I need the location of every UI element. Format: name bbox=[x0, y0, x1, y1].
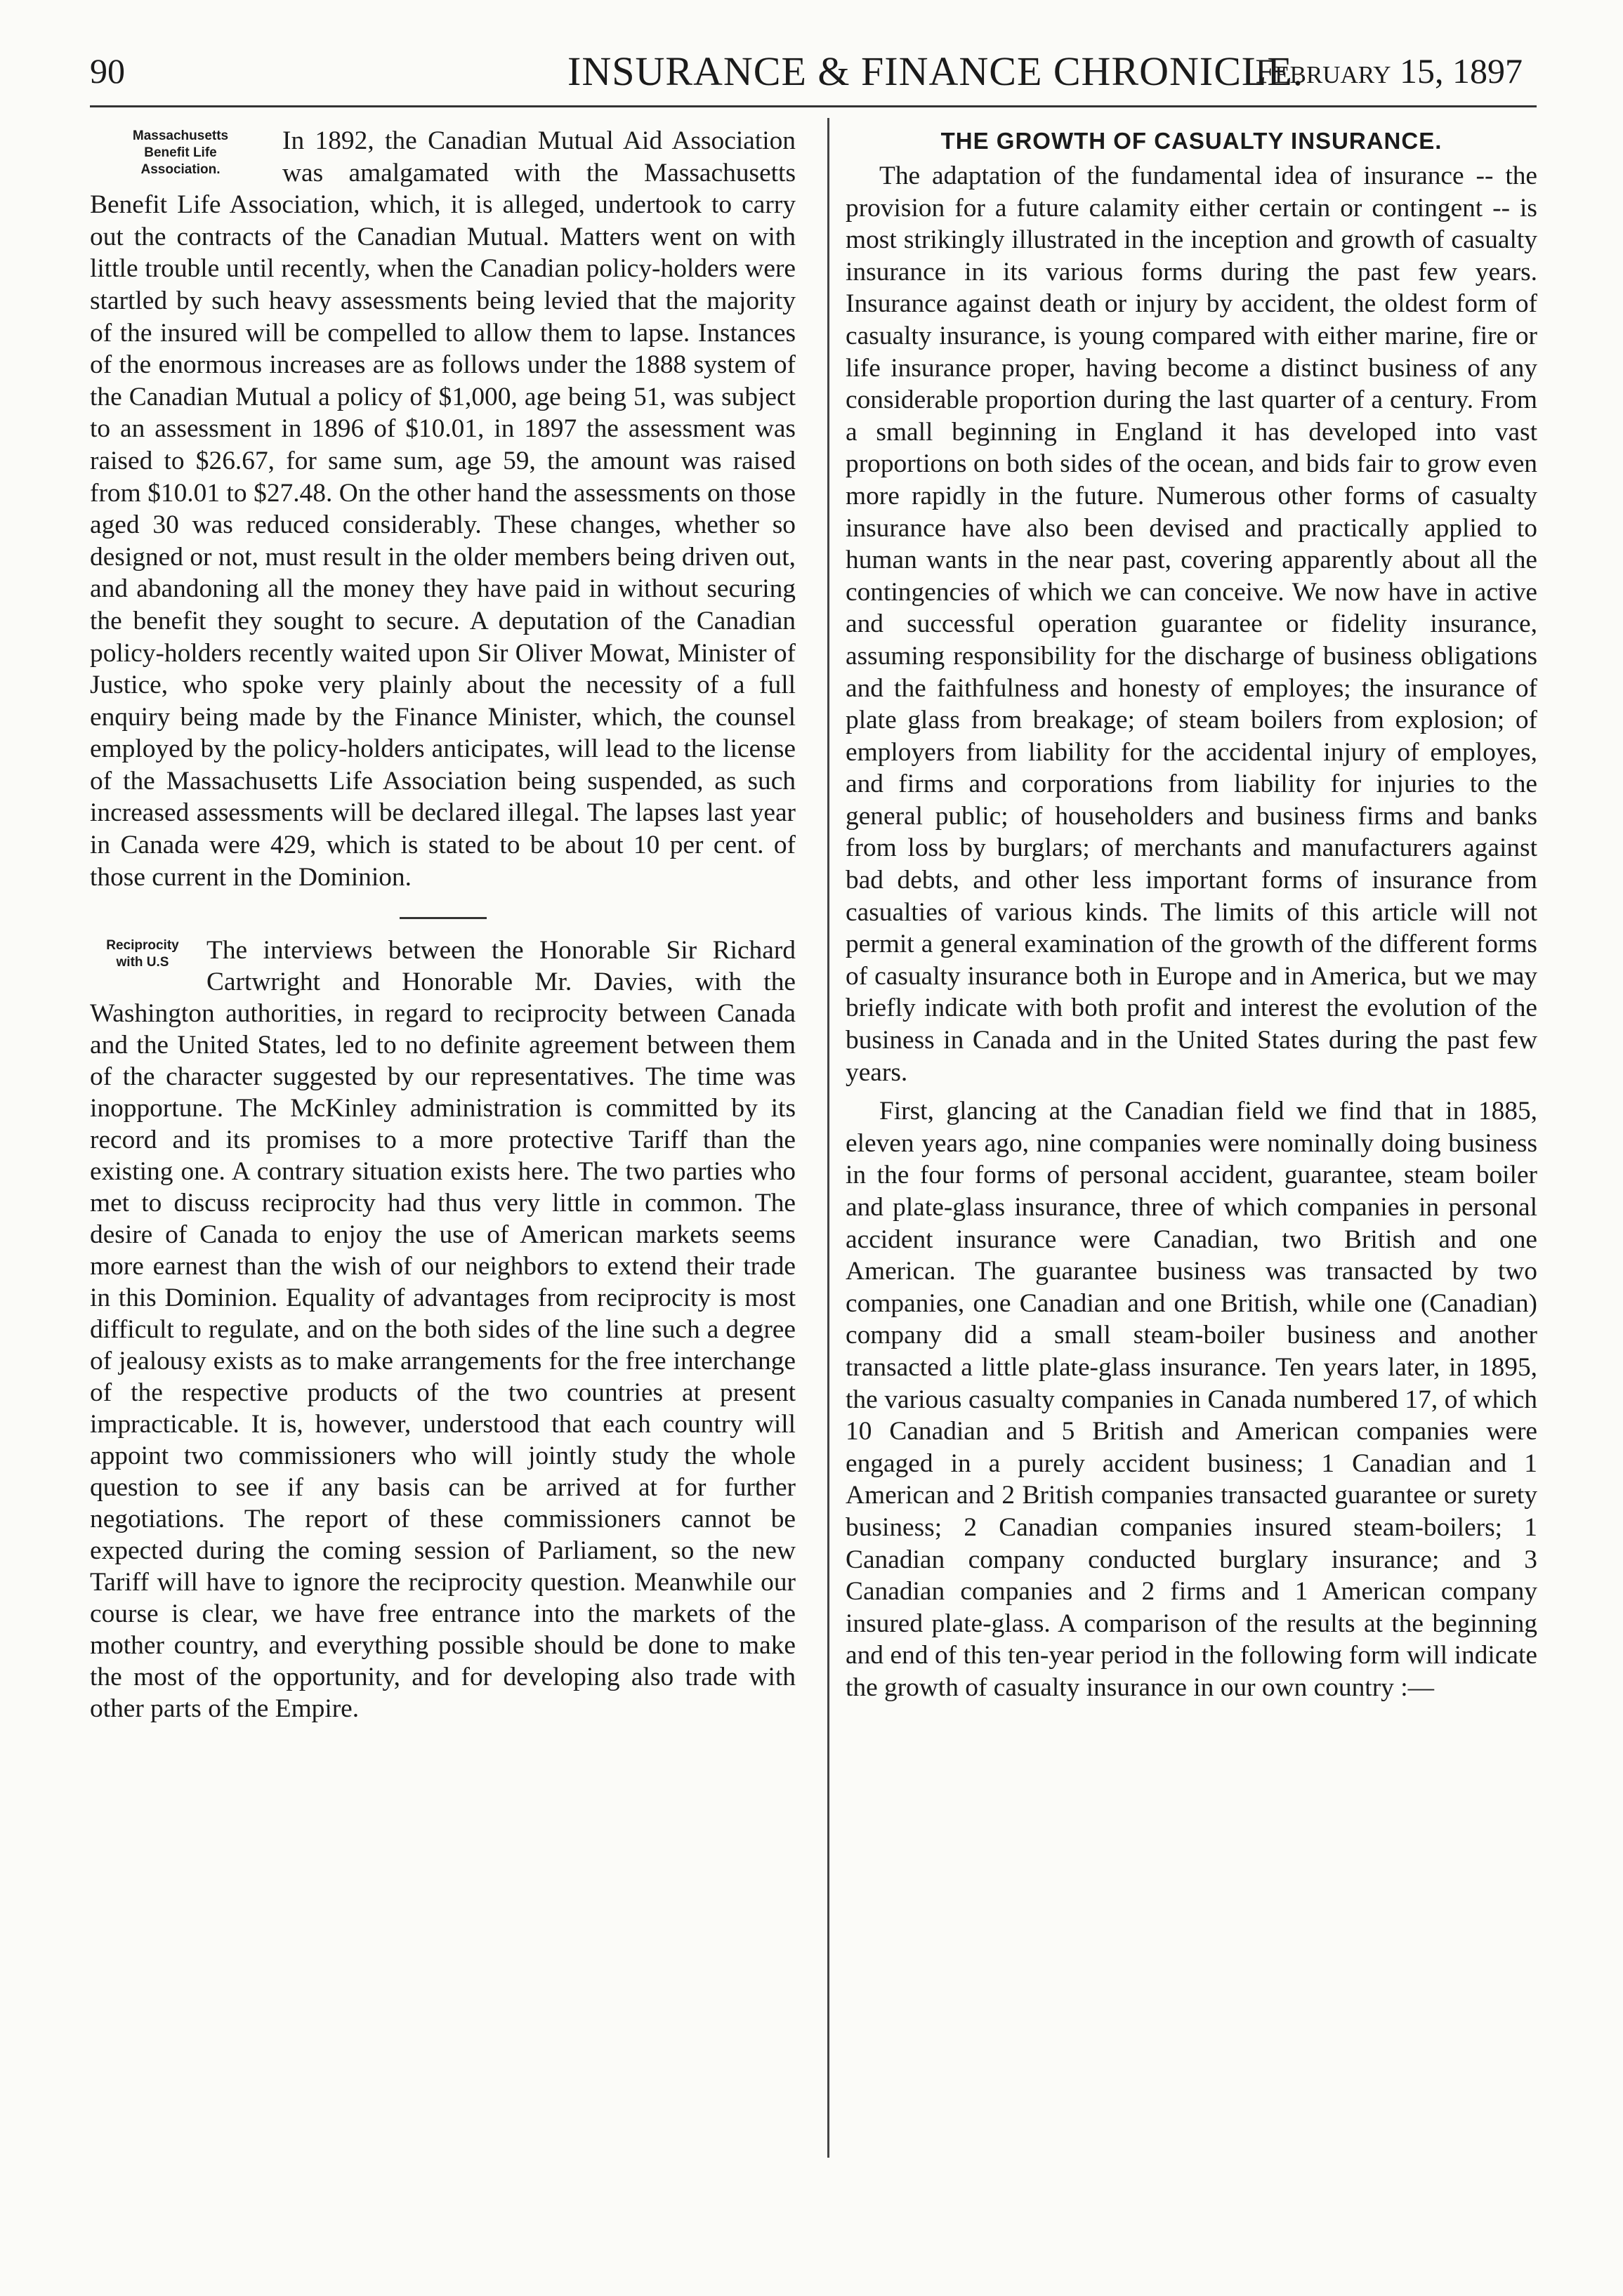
page-header bbox=[90, 44, 1523, 100]
sidenote-line: Massachusetts bbox=[132, 128, 229, 143]
article-paragraph: The adaptation of the fundamental idea of insurance -- the provision for a future calamity either certain or contingent -- is most strikingly illustrated in the inception and growth of casualty insurance in its various forms during the past few years. Insurance against death or injury by accident, the oldest form of casualty insurance, is young compared with either marine, fire or life insurance proper, having become a distinct business of any considerable proportion during the last quarter of a century. From a small beginning in England it has developed into vast proportions on both sides of the ocean, and bids fair to grow even more rapidly in the future. Numerous other forms of casualty insurance have also been devised and practically applied to human wants in the near past, covering apparently about all the contingencies of which we can conceive. We now have in active and successful operation guarantee or fidelity insurance, assuming responsibility for the discharge of business obligations and the faithfulness and honesty of employes; the insurance of plate glass from breakage; of steam boilers from explosion; of employers from liability for the accidental injury of employes, and firms and corporations from liability for injuries to the general public; of householders and business firms and banks from loss by burglars; of merchants and manufacturers against bad debts, and other less important forms of insurance from casualties of various kinds. The limits of this article will not permit a general examination of the growth of the different forms of casualty insurance both in Europe and in America, but we may briefly indicate with both profit and interest the evolution of the business in Canada and in the United States during the past few years. bbox=[846, 161, 1537, 1087]
left-column bbox=[90, 125, 796, 1724]
publication-title: INSURANCE & FINANCE CHRONICLE. bbox=[567, 48, 1304, 94]
article-massachusetts-benefit bbox=[90, 125, 796, 893]
sidenote-massachusetts-benefit bbox=[90, 128, 271, 178]
sidenote-line: Reciprocity bbox=[106, 938, 179, 954]
right-column bbox=[846, 125, 1537, 1704]
article-text: In 1892, the Canadian Mutual Aid Association was amalgamated with the Massachusetts Benefit Life Association, which, it is alleged, undertook to carry out the contracts of the Canadian Mutual. Matters went on with little trouble until recently, when the Canadian policy-holders were startled by such heavy assessments being levied that the majority of the insured will be compelled to allow them to lapse. Instances of the enormous increases are as follows under the 1888 system of the Canadian Mutual a policy of $1,000, age being 51, was subject to an assessment in 1896 of $10.01, in 1897 the assessment was raised to $26.67, for same sum, age 59, the amount was raised from $10.01 to $27.48. On the other hand the assessments on those aged 30 was reduced considerably. These changes, whether so designed or not, must result in the older members being driven out, and abandoning all the money they have paid in without securing the benefit they sought to secure. A deputation of the Canadian policy-holders recently waited upon Sir Oliver Mowat, Minister of Justice, who spoke very plainly about the necessity of a full enquiry being made by the Finance Minister, which, the counsel employed by the policy-holders anticipates, will lead to the license of the Massachusetts Life Association being suspended, as such increased assessments will be declared illegal. The lapses last year in Canada were 429, which is stated to be about 10 per cent. of those current in the Dominion. bbox=[90, 126, 796, 892]
article-paragraph: First, glancing at the Canadian field we find that in 1885, eleven years ago, nine companies were nominally doing business in the four forms of personal accident, guarantee, steam boiler and plate-glass insurance, three of which companies in personal accident insurance were Canadian, two British and one American. The guarantee business was transacted by two companies, one Canadian and one British, while one (Canadian) company did a small steam-boiler business and another transacted a little plate-glass insurance. Ten years later, in 1895, the various casualty companies in Canada numbered 17, of which 10 Canadian and 5 British and American companies were engaged in a purely accident business; 1 Canadian and 1 American and 2 British companies transacted guarantee or surety business; 2 Canadian companies insured steam-boilers; 1 Canadian company conducted burglary insurance; and 3 Canadian companies and 2 firms and 1 American company insured plate-glass. A comparison of the results at the beginning and end of this ten-year period in the following form will indicate the growth of casualty insurance in our own country :— bbox=[846, 1097, 1537, 1702]
article-text: The interviews between the Honorable Sir Richard Cartwright and Honorable Mr. Davies, with the Washington authorities, in regard to reciprocity between Canada and the United States, led to no definite agreement between them of the character suggested by our representatives. The time was inopportune. The McKinley administration is committed by its record and its promises to a more protective Tariff than the existing one. A contrary situation exists here. The two parties who met to discuss reciprocity had thus very little in common. The desire of Canada to enjoy the use of American markets seems more earnest than the wish of our neighbors to extend their trade in this Dominion. Equality of advantages from reciprocity is most difficult to regulate, and on the both sides of the line such a degree of jealousy exists as to make arrangements for the free interchange of the respective products of the two countries at present impracticable. It is, however, understood that each country will appoint two commissioners who will jointly study the whole question to see if any basis can be arrived at for further negotiations. The report of these commissioners cannot be expected during the coming session of Parliament, so the new Tariff will have to ignore the reciprocity question. Meanwhile our course is clear, we have free entrance into the markets of the mother country, and everything possible should be done to make the most of the opportunity, and for developing also trade with other parts of the Empire. bbox=[90, 936, 796, 1724]
article-heading: THE GROWTH OF CASUALTY INSURANCE. bbox=[940, 128, 1443, 154]
article-reciprocity bbox=[90, 935, 796, 1724]
sidenote-line: Association. bbox=[140, 162, 221, 177]
sidenote-line: with U.S bbox=[116, 955, 169, 970]
issue-date: February 15, 1897 bbox=[1255, 51, 1523, 91]
sidenote-line: Benefit Life bbox=[144, 145, 217, 160]
header-rule bbox=[90, 105, 1537, 107]
column-divider bbox=[827, 118, 829, 2158]
article-divider bbox=[400, 917, 487, 919]
sidenote-reciprocity bbox=[90, 937, 195, 971]
page-number: 90 bbox=[90, 51, 125, 91]
